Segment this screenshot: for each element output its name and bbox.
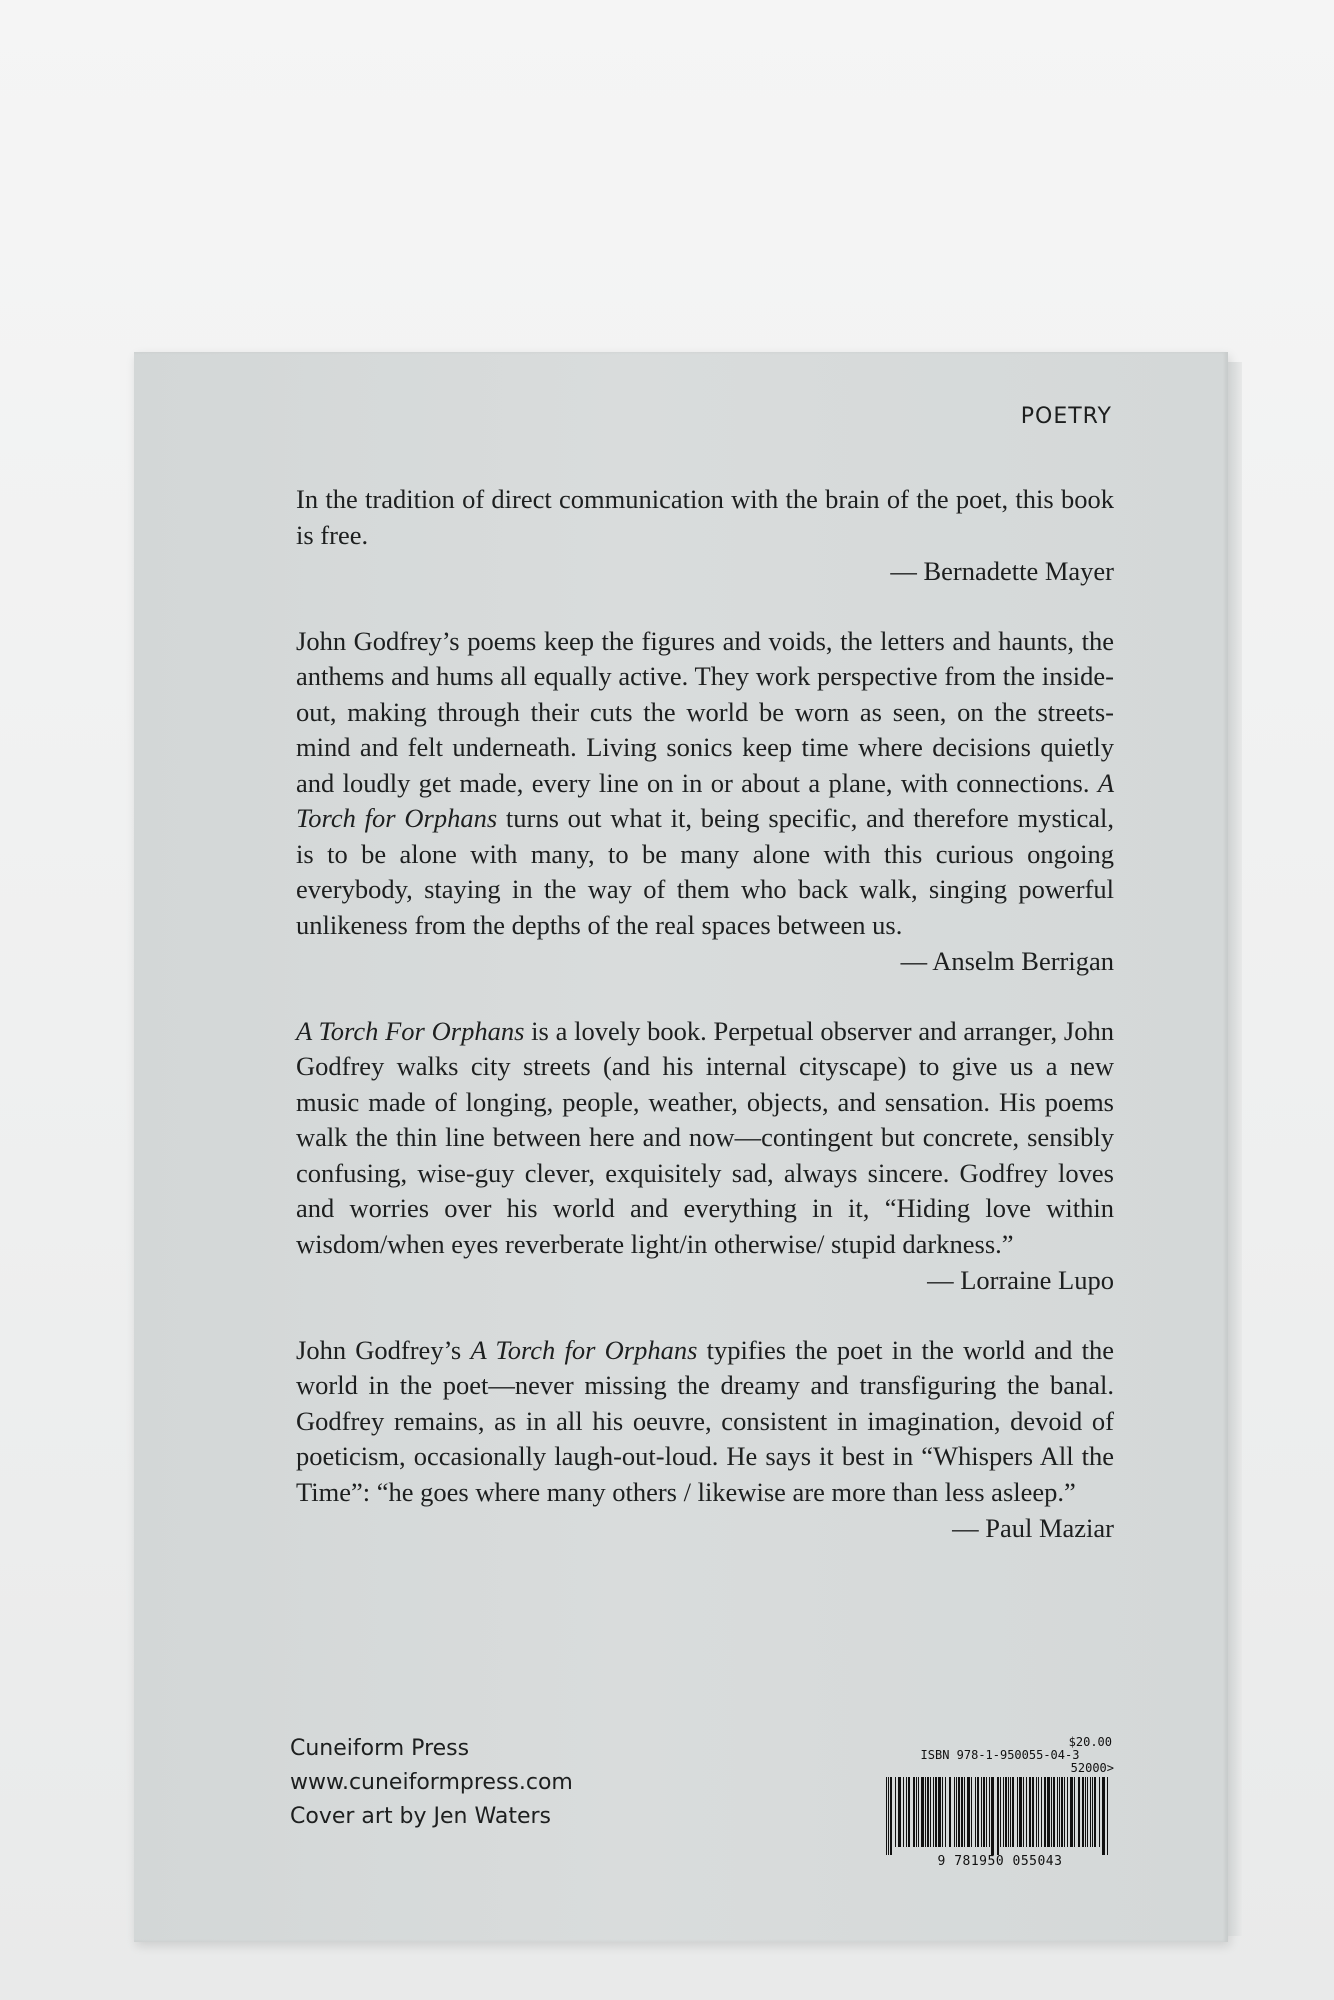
barcode-bar <box>991 1777 994 1855</box>
barcode-bar <box>1044 1777 1046 1847</box>
barcode-bar <box>1036 1777 1037 1847</box>
blurb <box>296 624 1114 980</box>
barcode-bar <box>1051 1777 1052 1847</box>
barcode-bar <box>977 1777 979 1847</box>
blurb-attribution: — Lorraine Lupo <box>927 1265 1114 1295</box>
barcode-bar <box>1005 1777 1007 1847</box>
barcode-bar <box>1061 1777 1063 1847</box>
barcode-bar <box>975 1777 976 1847</box>
blurbs <box>296 482 1114 1581</box>
blurb-text: A Torch For Orphans is a lovely book. Perpetual observer and arranger, John Godfrey walks city streets (and his internal cityscape) to give us a new music made of longing, people, weather, objects, and sensation. His poems walk the thin line between here and now—contingent but concrete, sensibly confusing, wise-guy clever, exquisitely sad, always sincere. Godfrey loves and worries over his world and everything in it, “Hiding love within wisdom/when eyes reverberate light/in otherwise/ stupid darkness.” <box>296 1015 1114 1259</box>
blurb-attribution: — Paul Maziar <box>952 1513 1114 1543</box>
blurb <box>296 1333 1114 1547</box>
barcode-bar <box>956 1777 957 1847</box>
barcode-bar <box>903 1777 904 1847</box>
barcode-bar <box>954 1777 955 1847</box>
barcode-bar <box>945 1777 946 1847</box>
price-label: $20.00 <box>1068 1735 1112 1749</box>
blurb-text: In the tradition of direct communication with the brain of the poet, this book is free. <box>296 484 1114 550</box>
barcode-bar <box>918 1777 919 1847</box>
barcode-bar <box>1074 1777 1075 1847</box>
genre-label: POETRY <box>1020 404 1112 429</box>
barcode-bar <box>925 1777 926 1847</box>
barcode-bar <box>1059 1777 1060 1847</box>
barcode-bar <box>1041 1777 1042 1847</box>
barcode-bar <box>981 1777 982 1847</box>
blurb <box>296 482 1114 590</box>
barcode-bar <box>933 1777 934 1847</box>
barcode-bar <box>1047 1777 1050 1847</box>
barcode-bar <box>958 1777 960 1847</box>
blurb <box>296 1014 1114 1299</box>
barcode-bar <box>1087 1777 1088 1847</box>
publisher-name: Cuneiform Press <box>290 1736 470 1761</box>
barcode-bar <box>1107 1777 1108 1855</box>
barcode-bar <box>938 1777 941 1847</box>
isbn-label: ISBN 978-1-950055-04-3 <box>920 1748 1080 1762</box>
barcode-bar <box>1067 1777 1068 1847</box>
barcode-bar <box>898 1777 901 1847</box>
cover-art-credit: Cover art by Jen Waters <box>290 1804 551 1829</box>
barcode-bar <box>1094 1777 1096 1847</box>
barcode-bar <box>997 1777 999 1855</box>
publisher-website: www.cuneiformpress.com <box>290 1770 573 1795</box>
barcode-bar <box>930 1777 931 1847</box>
barcode-bar <box>1017 1777 1018 1847</box>
barcode-bar <box>964 1777 965 1847</box>
barcode-bar <box>1078 1777 1080 1847</box>
barcode-bar <box>971 1777 972 1847</box>
barcode-bar <box>906 1777 907 1847</box>
barcode-bar <box>913 1777 915 1847</box>
barcode-bar <box>1053 1777 1055 1847</box>
barcode-bar <box>1090 1777 1091 1847</box>
barcode-bar <box>927 1777 929 1847</box>
barcode-bar <box>986 1777 987 1847</box>
book-back-cover <box>134 352 1228 1942</box>
barcode-bar <box>895 1777 896 1847</box>
barcode-bar <box>1099 1777 1100 1847</box>
barcode-bar <box>942 1777 943 1847</box>
barcode-bar <box>1003 1777 1004 1847</box>
barcode-bar <box>888 1777 889 1855</box>
barcode-bar <box>961 1777 963 1847</box>
blurb-text: John Godfrey’s A Torch for Orphans typifies the poet in the world and the world in the poet—never missing the dreamy and transfiguring the banal. Godfrey remains, as in all his oeuvre, consistent in imagination, devoid of poeticism, occasionally laugh-out-loud. He says it best in “Whispers All the Time”: “he goes where many others / likewise are more than less asleep.” <box>296 1334 1114 1507</box>
barcode-bar <box>886 1777 887 1855</box>
barcode-bar <box>1032 1777 1034 1847</box>
barcode-bar <box>949 1777 951 1847</box>
price-addon-code: 52000> <box>1070 1761 1114 1775</box>
barcode-bar <box>1026 1777 1027 1847</box>
barcode-bar <box>1012 1777 1014 1847</box>
barcode-bar <box>1038 1777 1039 1847</box>
barcode-bar <box>1010 1777 1011 1847</box>
publisher-info <box>290 1732 573 1834</box>
barcode-bar <box>1023 1777 1024 1847</box>
barcode-bar <box>1102 1777 1105 1855</box>
barcode-bar <box>921 1777 924 1847</box>
barcode-bar <box>1057 1777 1058 1847</box>
barcode-bar <box>890 1777 892 1855</box>
barcode-bar <box>1082 1777 1084 1847</box>
blurb-text: John Godfrey’s poems keep the figures and voids, the letters and haunts, the anthems and hums all equally active. They work perspective from the inside-out, making through their cuts the world be worn as seen, on the streets-mind and felt underneath. Living sonics keep time where decisions quietly and loudly get made, every line on in or about a plane, with connections. A Torch for Orphans turns out what it, being specific, and therefore mystical, is to be alone with many, to be many alone with this curious ongoing everybody, staying in the way of them who back walk, singing powerful unlikeness from the depths of the real spaces between us. <box>296 625 1115 940</box>
barcode-bar <box>908 1777 910 1847</box>
barcode-bar <box>1070 1777 1073 1847</box>
blurb-attribution: — Bernadette Mayer <box>890 556 1114 586</box>
barcode-bar <box>916 1777 917 1847</box>
barcode-bar <box>1085 1777 1086 1847</box>
barcode-bar <box>1029 1777 1031 1847</box>
barcode-bar <box>935 1777 937 1847</box>
barcode-bar <box>967 1777 970 1847</box>
barcode-bar <box>1064 1777 1065 1847</box>
barcode-number: 9 781950 055043 <box>937 1854 1063 1869</box>
barcode-bar <box>1019 1777 1022 1847</box>
barcode-block <box>882 1736 1118 1868</box>
barcode-bar <box>983 1777 985 1847</box>
barcode-bar <box>989 1777 990 1847</box>
book-spine-edge <box>1228 362 1242 1936</box>
barcode-image <box>882 1777 1118 1855</box>
blurb-attribution: — Anselm Berrigan <box>900 946 1114 976</box>
barcode-bar <box>1008 1777 1009 1847</box>
barcode-bar <box>1000 1777 1001 1847</box>
barcode-bar <box>1092 1777 1093 1847</box>
